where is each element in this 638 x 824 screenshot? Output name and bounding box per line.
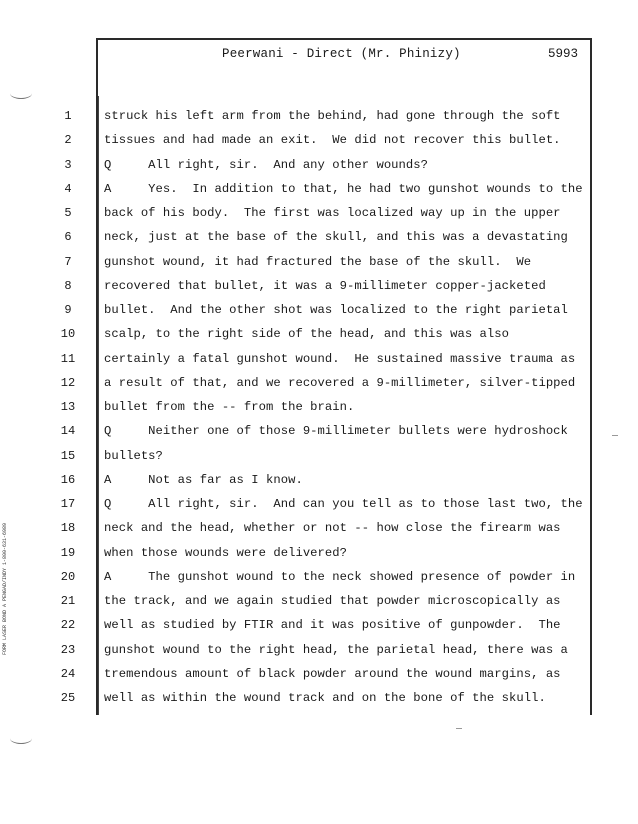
line-number: 12 (60, 375, 76, 390)
line-number: 23 (60, 642, 76, 657)
punch-hole-mark (10, 733, 32, 744)
line-number: 15 (60, 448, 76, 463)
transcript-line: when those wounds were delivered? (104, 545, 348, 560)
line-number: 25 (60, 691, 76, 705)
line-number-column (56, 108, 80, 714)
transcript-line: back of his body. The first was localized way up in the upper (104, 206, 561, 220)
transcript-line: Q All right, sir. And can you tell as to those last two, the (104, 497, 583, 511)
punch-hole-mark (10, 88, 32, 99)
transcript-line: neck, just at the base of the skull, and this was a devastating (104, 230, 568, 245)
page-number: 5993 (548, 47, 579, 61)
transcript-line: A Yes. In addition to that, he had two gunshot wounds to the (104, 181, 583, 196)
line-number: 9 (64, 303, 72, 317)
scan-speck (612, 435, 618, 436)
transcript-line: well as within the wound track and on the bone of the skull. (104, 691, 546, 705)
transcript-line: Q Neither one of those 9-millimeter bullets were hydroshock (104, 424, 568, 439)
transcript-line: scalp, to the right side of the head, and this was also (104, 327, 510, 342)
transcript-line: A The gunshot wound to the neck showed presence of powder in (104, 569, 576, 584)
margin-rule (98, 96, 99, 715)
transcript-text (104, 108, 584, 714)
line-number: 11 (60, 351, 76, 366)
page-header-title: Peerwani - Direct (Mr. Phinizy) (222, 47, 461, 61)
transcript-line: well as studied by FTIR and it was positive of gunpowder. The (104, 618, 561, 633)
margin-form-text: FORM LASER BOND A PENGAD/INDY 1-800-631-6989 (2, 522, 8, 655)
line-number: 22 (60, 618, 76, 633)
line-number: 24 (60, 666, 76, 681)
transcript-line: A Not as far as I know. (104, 472, 303, 487)
line-number: 7 (64, 254, 72, 269)
transcript-line: bullet. And the other shot was localized to the right parietal (104, 303, 568, 317)
line-number: 14 (60, 424, 76, 439)
scan-speck (456, 728, 462, 729)
line-number: 2 (64, 133, 72, 148)
line-number: 5 (64, 206, 72, 220)
line-number: 17 (60, 497, 76, 511)
line-number: 20 (60, 569, 76, 584)
transcript-line: neck and the head, whether or not -- how close the firearm was (104, 521, 561, 536)
transcript-line: struck his left arm from the behind, had gone through the soft (104, 109, 561, 123)
line-number: 19 (60, 545, 76, 560)
line-number: 18 (60, 521, 76, 536)
line-number: 16 (60, 472, 76, 487)
transcript-line: bullet from the -- from the brain. (104, 400, 355, 414)
transcript-line: a result of that, and we recovered a 9-millimeter, silver-tipped (104, 375, 576, 390)
line-number: 10 (60, 327, 76, 342)
transcript-line: gunshot wound, it had fractured the base of the skull. We (104, 254, 532, 269)
line-number: 3 (64, 157, 72, 172)
transcript-line: Q All right, sir. And any other wounds? (104, 157, 429, 172)
transcript-line: bullets? (104, 448, 163, 463)
line-number: 6 (64, 230, 72, 245)
transcript-line: tremendous amount of black powder around the wound margins, as (104, 666, 561, 681)
transcript-line: gunshot wound to the right head, the parietal head, there was a (104, 642, 568, 657)
line-number: 21 (60, 594, 76, 608)
transcript-line: tissues and had made an exit. We did not recover this bullet. (104, 133, 561, 148)
transcript-line: the track, and we again studied that powder microscopically as (104, 594, 561, 608)
line-number: 4 (64, 181, 72, 196)
line-number: 1 (64, 109, 72, 123)
transcript-line: certainly a fatal gunshot wound. He sustained massive trauma as (104, 351, 576, 366)
line-number: 13 (60, 400, 76, 414)
line-number: 8 (64, 278, 72, 293)
transcript-line: recovered that bullet, it was a 9-millimeter copper-jacketed (104, 278, 546, 293)
